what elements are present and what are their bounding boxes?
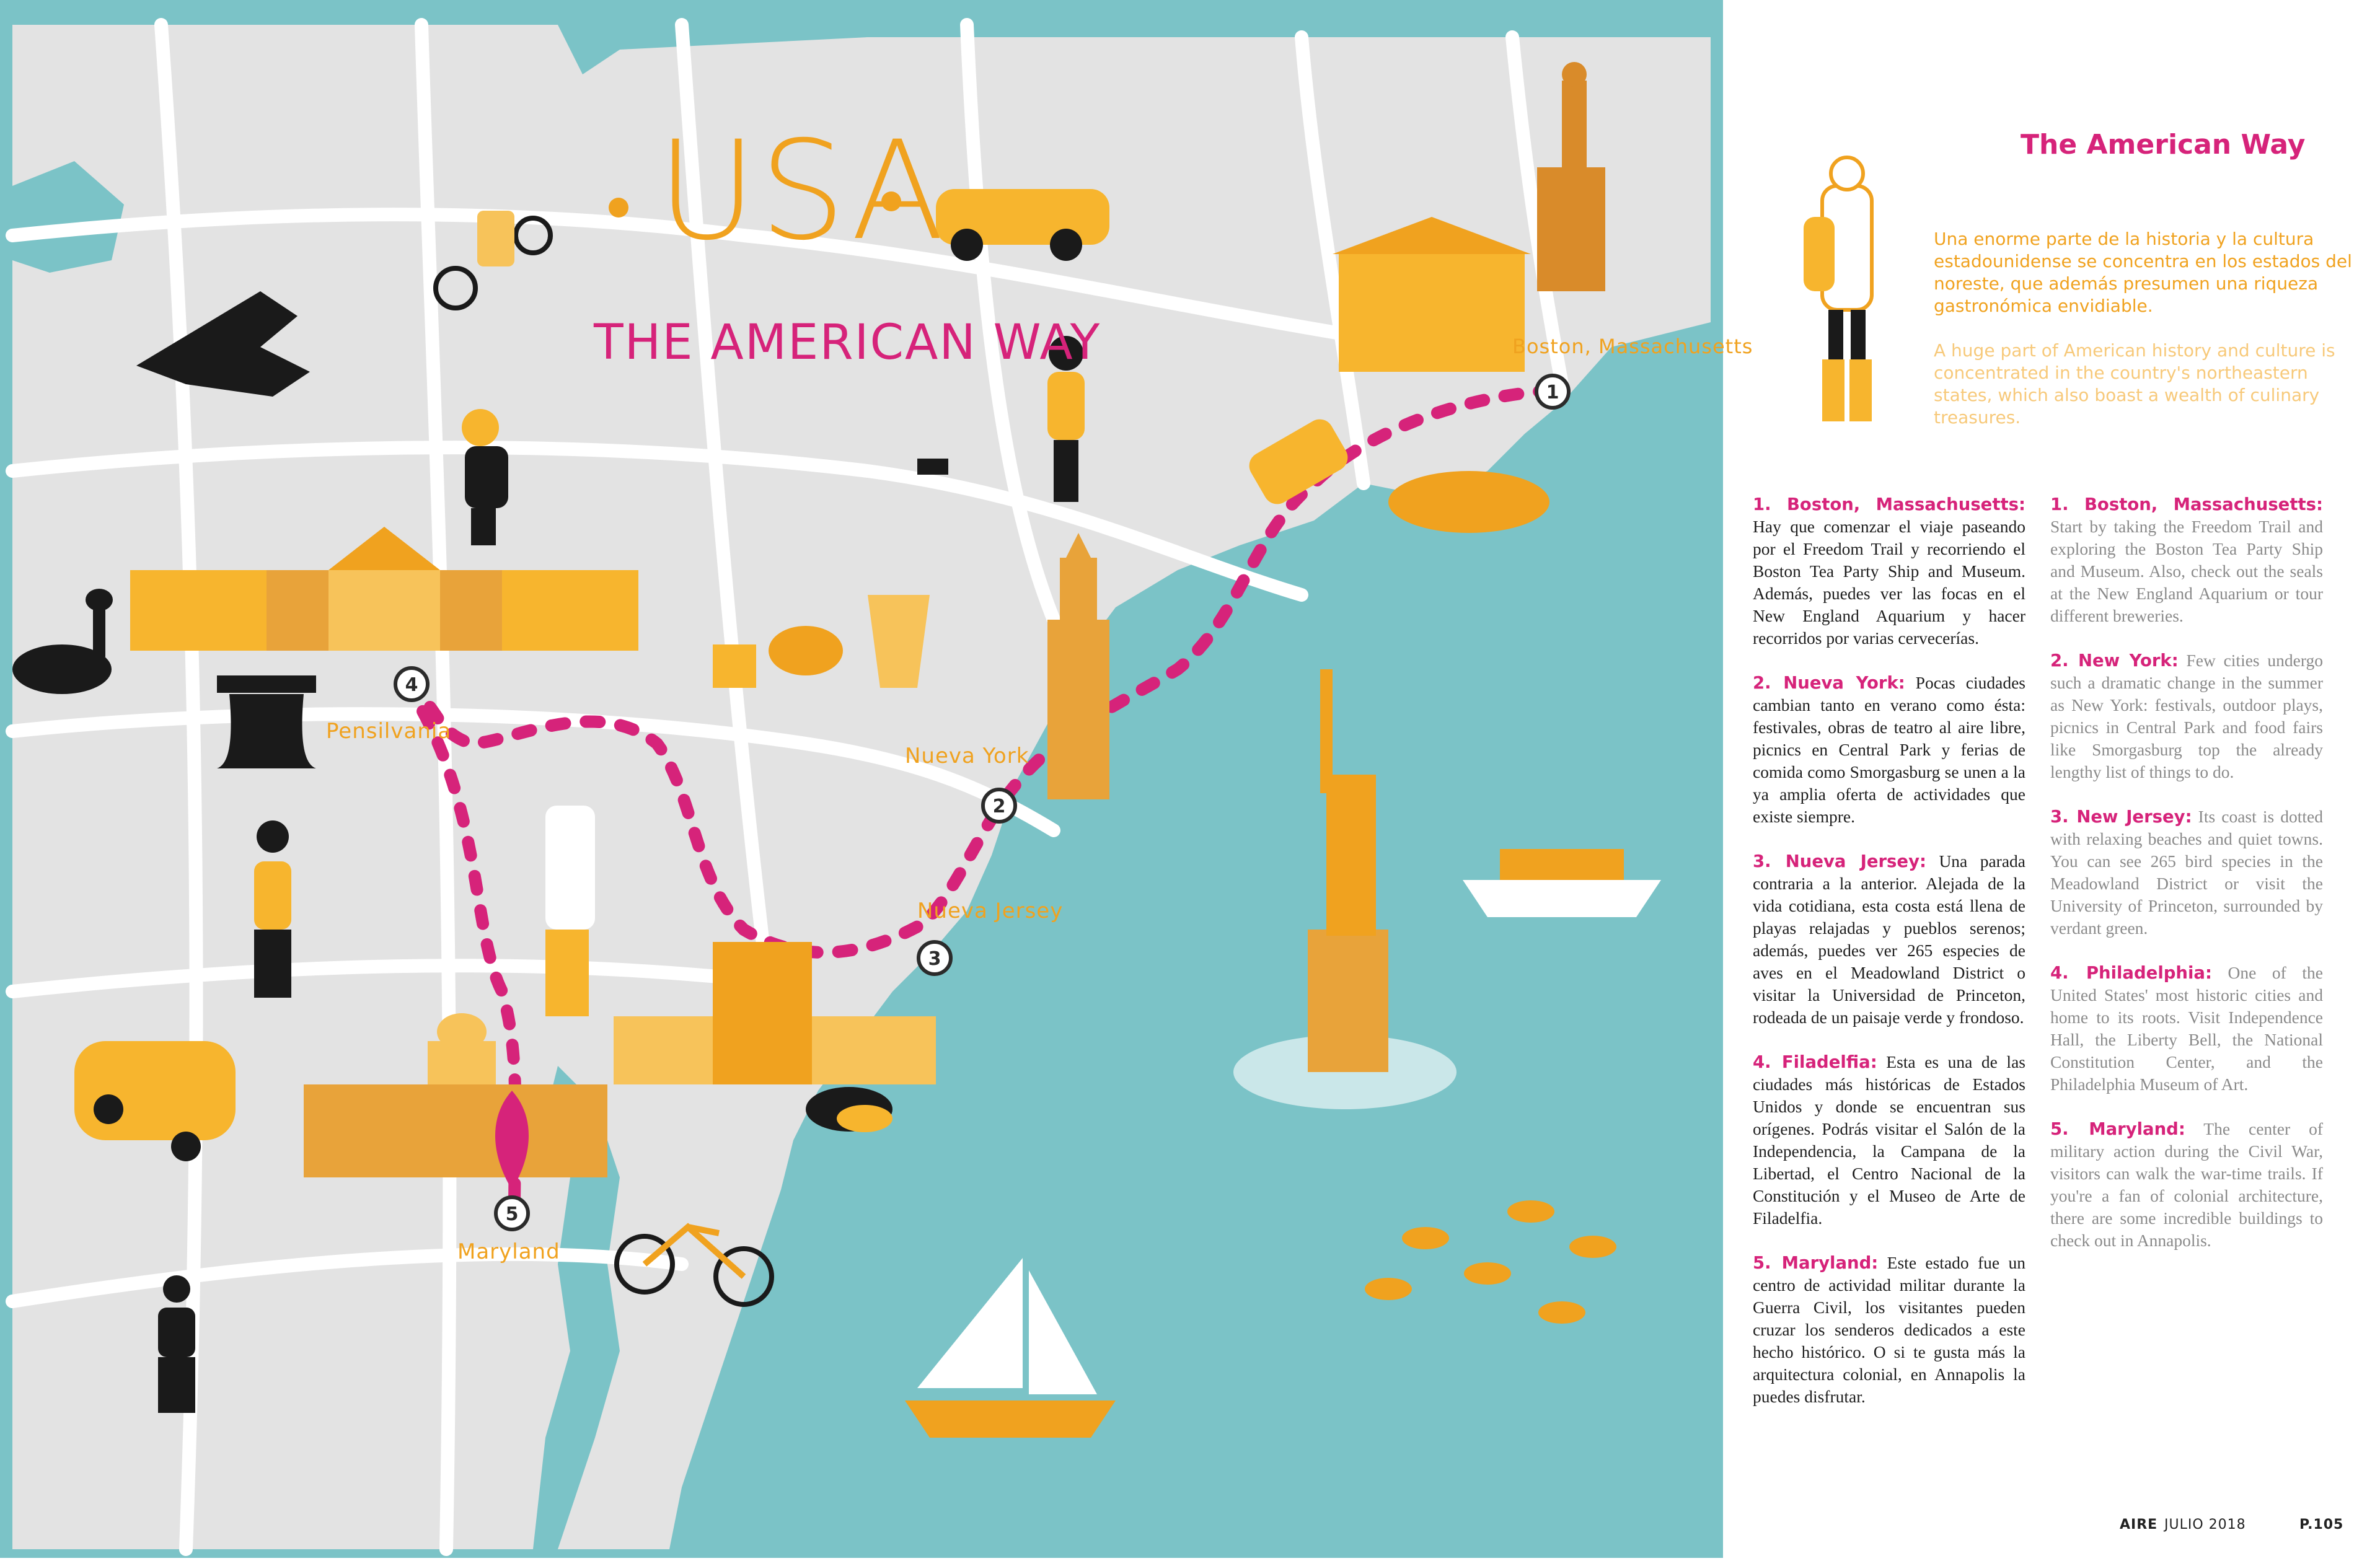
entry-body: Few cities undergo such a dramatic change in the summer as New York: festivals, outdoor plays, picnics in Central Park and food fairs like Smorgasburg top the already lengthy list of things to do.	[2050, 651, 2323, 781]
stop-number: 5	[505, 1203, 519, 1225]
folio-magazine: AIRE	[2120, 1517, 2158, 1532]
entry-en-1	[2050, 493, 2323, 627]
entry-en-4	[2050, 962, 2323, 1096]
stop-label-boston[interactable]: Boston, Massachusetts	[1512, 335, 1753, 358]
stop-number: 2	[992, 796, 1006, 817]
entry-body: Una parada contraria a la anterior. Alejada de la vida cotidiana, esta costa está llena de playas relajadas y pueblos serenos; además, puedes ver 265 especies de aves en el Meadowland District o visitar la Universidad de Princeton, rodeada de un paisaje verde y frondoso.	[1753, 851, 2025, 1027]
fish-icon	[1402, 1227, 1449, 1249]
liberty-bell-icon	[217, 675, 316, 768]
stop-marker-3[interactable]	[919, 942, 951, 974]
article-panel	[1723, 0, 2380, 1558]
seal-icon	[1388, 471, 1549, 533]
entry-es-5	[1753, 1252, 2025, 1408]
title-dot-left	[609, 198, 628, 218]
entry-heading: 4. Philadelphia:	[2050, 963, 2212, 983]
entry-body: Its coast is dotted with relaxing beaches and quiet towns. You can see 265 bird species in the Meadowland District or visit the University of Princeton, surrounded by verdant green.	[2050, 807, 2323, 938]
entry-body: Esta es una de las ciudades más históricas de Estados Unidos y donde se encuentran sus orígenes. Podrás visitar el Salón de la Independencia, la Campana de la Libertad, el Centro Nacional de la Constitución y el Museo de Arte de Filadelfia.	[1753, 1052, 2025, 1228]
fish-icon	[1569, 1236, 1616, 1258]
intro-spanish: Una enorme parte de la historia y la cultura estadounidense se concentra en los estados del noreste, que además presumen una riqueza gastronómica envidiable.	[1934, 229, 2352, 316]
entry-heading: 3. New Jersey:	[2050, 807, 2192, 827]
entry-heading: 1. Boston, Massachusetts:	[2050, 495, 2323, 514]
traveller-icon	[545, 806, 595, 1016]
entry-body: Pocas ciudades cambian tanto en verano como ésta: festivales, obras de teatro al aire libre, picnics en Central Park y ferias de comida como Smorgasburg se unen a la ya amplia oferta de actividades que existe siempre.	[1753, 673, 2025, 826]
column-spanish	[1753, 493, 2025, 1430]
stop-label-maryland[interactable]: Maryland	[457, 1239, 560, 1264]
entry-heading: 1. Boston, Massachusetts:	[1753, 495, 2025, 514]
stop-marker-1[interactable]	[1536, 376, 1569, 408]
entry-heading: 5. Maryland:	[1753, 1253, 1879, 1273]
stop-number: 4	[405, 674, 418, 696]
traveller-illustration-icon	[1785, 149, 1909, 434]
column-english	[2050, 493, 2323, 1274]
map-title: USA	[657, 112, 947, 270]
fish-icon	[1507, 1200, 1554, 1223]
stop-label-nueva-york[interactable]: Nueva York	[905, 744, 1029, 768]
folio-issue: JULIO 2018	[2164, 1517, 2246, 1532]
stop-marker-5[interactable]	[496, 1197, 528, 1229]
entry-es-3	[1753, 850, 2025, 1029]
stop-number: 3	[928, 948, 941, 970]
stop-label-pensilvania[interactable]: Pensilvania	[326, 719, 452, 744]
entry-heading: 4. Filadelfia:	[1753, 1052, 1877, 1072]
stop-number: 1	[1546, 382, 1559, 403]
stop-marker-4[interactable]	[395, 668, 428, 700]
entry-body: Start by taking the Freedom Trail and exploring the Boston Tea Party Ship and Museum. Also, check out the seals at the New England Aquarium or tour different breweries.	[2050, 517, 2323, 625]
intro-english: A huge part of American history and culture is concentrated in the country's northeastern states, which also boast a wealth of culinary treasures.	[1934, 340, 2335, 428]
entry-body: The center of military action during the Civil War, visitors can walk the war-time trails. If you're a fan of colonial architecture, there are some incredible buildings to check out in Annapolis.	[2050, 1119, 2323, 1250]
entry-body: Este estado fue un centro de actividad militar durante la Guerra Civil, los visitantes pueden cruzar los senderos dedicados a este hecho histórico. O si te gusta más la arquitectura colonial, en Annapolis la puedes disfrutar.	[1753, 1253, 2026, 1406]
entry-en-2	[2050, 649, 2323, 783]
stop-label-nueva-jersey[interactable]: Nueva Jersey	[917, 899, 1064, 923]
article-title: The American Way	[2021, 129, 2306, 160]
entry-en-3	[2050, 806, 2323, 939]
entry-body: One of the United States' most historic cities and home to its roots. Visit Independence Hall, the Liberty Bell, the National Constitution Center, and the Philadelphia Museum of Art.	[2050, 963, 2323, 1094]
map-subtitle: THE AMERICAN WAY	[594, 315, 1101, 371]
fish-icon	[1365, 1278, 1412, 1300]
entry-es-2	[1753, 672, 2025, 828]
entry-heading: 2. Nueva York:	[1753, 673, 1905, 693]
entry-es-4	[1753, 1051, 2025, 1229]
entry-heading: 5. Maryland:	[2050, 1119, 2185, 1139]
fish-icon	[1464, 1262, 1511, 1285]
entry-body: Hay que comenzar el viaje paseando por el Freedom Trail y recorriendo el Boston Tea Party Ship and Museum. Además, puedes ver las focas en el New England Aquarium y hacer recorridos por varias cervecerías.	[1753, 517, 2025, 648]
stop-marker-2[interactable]	[983, 789, 1015, 822]
entry-en-5	[2050, 1118, 2323, 1252]
entry-es-1	[1753, 493, 2025, 649]
entry-heading: 3. Nueva Jersey:	[1753, 851, 1926, 871]
entry-heading: 2. New York:	[2050, 651, 2179, 671]
fish-icon	[1538, 1301, 1585, 1324]
folio-page: P.105	[2299, 1517, 2344, 1532]
